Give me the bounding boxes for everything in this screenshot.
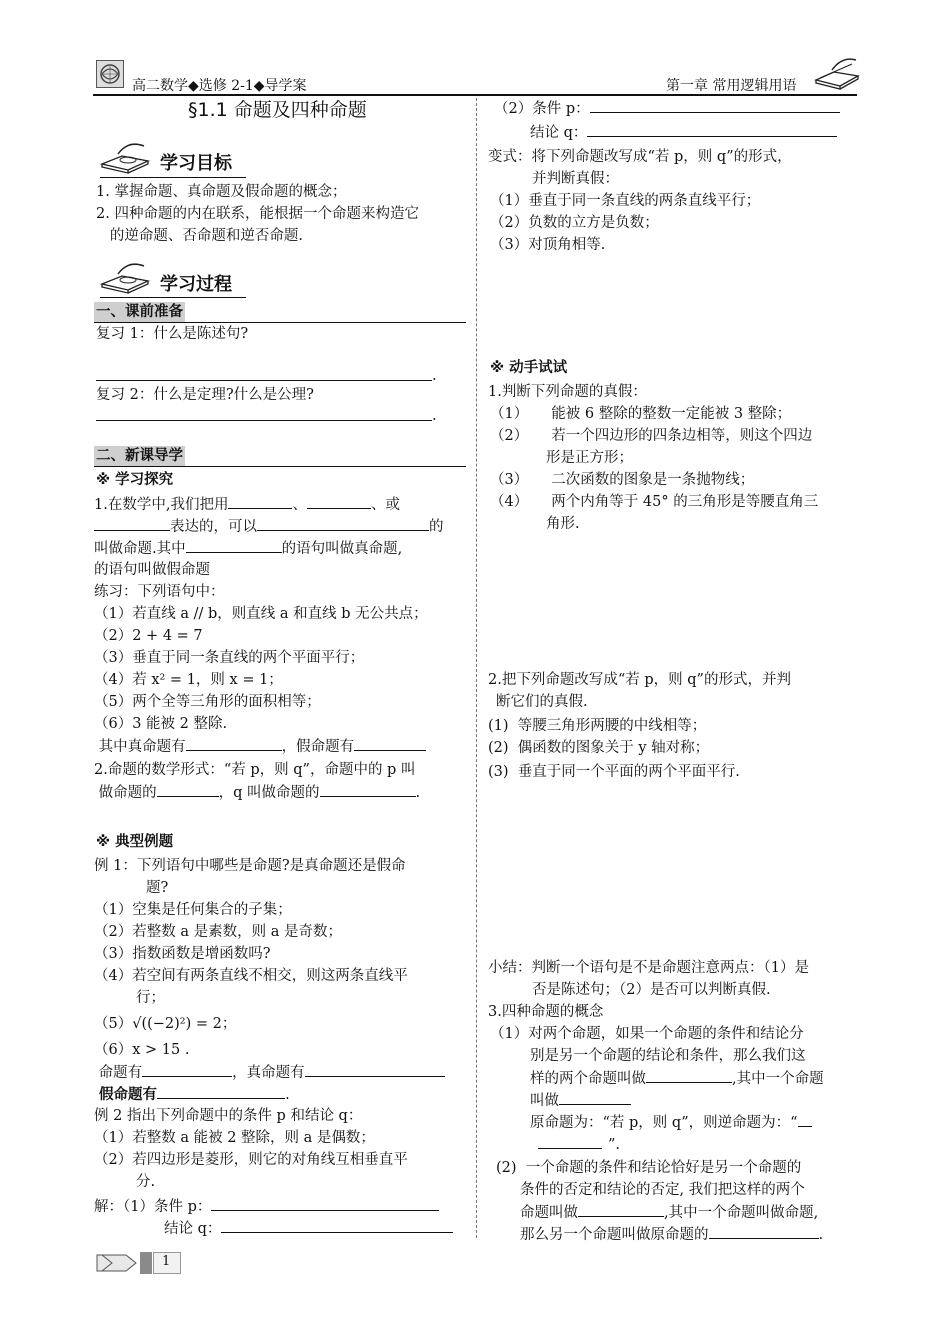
conclusion-line: 结论 q： bbox=[530, 122, 837, 143]
try-2-item: (2) 偶函数的图象关于 y 轴对称； bbox=[488, 740, 710, 756]
blank-field[interactable] bbox=[578, 1202, 664, 1217]
try-1-item: （3） 二次函数的图象是一条抛物线； bbox=[490, 472, 755, 488]
process-underline bbox=[100, 297, 246, 298]
try-heading: ※ 动手试试 bbox=[490, 360, 568, 376]
try-2-text: 2.把下列命题改写成“若 p，则 q”的形式，并判 bbox=[488, 672, 791, 688]
blank-field[interactable] bbox=[157, 782, 219, 797]
example-2-item: 分. bbox=[136, 1174, 156, 1190]
summary-text: 否是陈述句；（2）是否可以判断真假. bbox=[532, 982, 771, 998]
exercise-item: （6）3 能被 2 整除. bbox=[94, 716, 228, 732]
new-lesson-underline bbox=[94, 466, 466, 467]
try-1-item: （1） 能被 6 整除的整数一定能被 3 整除； bbox=[490, 406, 792, 422]
example-1-text: 例 1：下列语句中哪些是命题?是真命题还是假命 bbox=[94, 858, 406, 874]
four-propositions-text: (2) 一个命题的条件和结论恰好是另一个命题的 bbox=[496, 1160, 802, 1176]
variant-item: （3）对顶角相等. bbox=[490, 237, 606, 253]
goal-item: 2. 四种命题的内在联系，能根据一个命题来构造它 bbox=[96, 206, 419, 222]
four-propositions-text: 命题叫做 ,其中一个命题叫做命题, bbox=[520, 1202, 818, 1223]
four-propositions-text: ”. bbox=[538, 1134, 620, 1155]
page-number: 1 bbox=[162, 1254, 171, 1269]
goals-underline bbox=[100, 177, 246, 178]
blank-field[interactable] bbox=[559, 1090, 631, 1105]
example-1-item: （6）x > 15 . bbox=[94, 1042, 190, 1058]
four-propositions-text: 原命题为：“若 p，则 q”，则逆命题为：“ bbox=[530, 1112, 812, 1133]
process-book-icon bbox=[100, 262, 152, 296]
blank-field[interactable] bbox=[538, 1134, 602, 1149]
explore-text: 表达的，可以 的 bbox=[94, 516, 444, 537]
review-1-answer-line bbox=[96, 380, 432, 381]
variant-item: （2）负数的立方是负数； bbox=[490, 215, 659, 231]
new-lesson-heading: 二、新课导学 bbox=[96, 448, 183, 464]
column-divider bbox=[476, 98, 477, 1238]
blank-field[interactable] bbox=[587, 122, 837, 137]
blank-field[interactable] bbox=[221, 1218, 453, 1233]
four-propositions-text: 别是另一个命题的结论和条件，那么我们这 bbox=[530, 1048, 806, 1064]
four-propositions-text: 条件的否定和结论的否定, 我们把这样的两个 bbox=[520, 1182, 805, 1198]
exercise-item: （5）两个全等三角形的面积相等； bbox=[94, 694, 321, 710]
math-form-text: 2.命题的数学形式：“若 p，则 q”，命题中的 p 叫 bbox=[94, 762, 416, 778]
example-2-solution: 解：（1）条件 p： bbox=[94, 1196, 439, 1217]
prep-underline bbox=[94, 322, 466, 323]
review-1-period: . bbox=[432, 368, 437, 384]
blank-field[interactable] bbox=[354, 736, 426, 751]
review-1: 复习 1：什么是陈述句? bbox=[96, 326, 249, 342]
blank-field[interactable] bbox=[305, 1062, 445, 1077]
four-propositions-text: 那么另一个命题叫做原命题的 . bbox=[520, 1224, 823, 1245]
exercise-intro: 练习：下列语句中： bbox=[94, 584, 225, 600]
exercise-item: （3）垂直于同一条直线的两个平面平行； bbox=[94, 650, 365, 666]
blank-field[interactable] bbox=[590, 98, 840, 113]
example-1-answer: 命题有 ，真命题有 bbox=[94, 1062, 445, 1083]
summary-text: 小结：判断一个语句是不是命题注意两点：（1）是 bbox=[488, 960, 809, 976]
header-logo-icon bbox=[96, 60, 124, 88]
header-left-text: 高二数学◆选修 2-1◆导学案 bbox=[132, 78, 307, 94]
header-book-icon bbox=[812, 56, 862, 90]
blank-field[interactable] bbox=[157, 1084, 285, 1099]
try-1-text: 1.判断下列命题的真假： bbox=[488, 384, 647, 400]
header-rule bbox=[93, 94, 857, 96]
blank-field[interactable] bbox=[798, 1112, 812, 1127]
blank-field[interactable] bbox=[211, 1196, 439, 1211]
four-propositions-heading: 3.四种命题的概念 bbox=[488, 1004, 604, 1020]
goal-item: 1. 掌握命题、真命题及假命题的概念； bbox=[96, 184, 347, 200]
example-1-answer: 假命题有 . bbox=[94, 1084, 290, 1105]
variant-text: 并判断真假： bbox=[532, 171, 619, 187]
exercise-answer: 其中真命题有 ，假命题有 bbox=[94, 736, 426, 757]
footer-arrow-icon bbox=[96, 1253, 140, 1273]
exercise-item: （1）若直线 a // b，则直线 a 和直线 b 无公共点； bbox=[94, 606, 428, 622]
example-1-item: （1）空集是任何集合的子集； bbox=[94, 902, 292, 918]
footer-gray-block bbox=[140, 1252, 152, 1274]
example-2-item: （2）若四边形是菱形，则它的对角线互相垂直平 bbox=[94, 1152, 408, 1168]
review-2-answer-line bbox=[96, 420, 432, 421]
try-2-item: (1) 等腰三角形两腰的中线相等； bbox=[488, 718, 707, 734]
blank-field[interactable] bbox=[320, 782, 416, 797]
example-1-item: （4）若空间有两条直线不相交，则这两条直线平 bbox=[94, 968, 408, 984]
example-2-item: （1）若整数 a 能被 2 整除，则 a 是偶数； bbox=[94, 1130, 375, 1146]
explore-text: 叫做命题.其中 的语句叫做真命题, bbox=[94, 538, 402, 559]
blank-field[interactable] bbox=[142, 1062, 232, 1077]
try-1-item: （4） 两个内角等于 45° 的三角形是等腰直角三 bbox=[490, 494, 819, 510]
review-2: 复习 2：什么是定理?什么是公理? bbox=[96, 387, 314, 403]
blank-field[interactable] bbox=[257, 516, 429, 531]
blank-field[interactable] bbox=[307, 494, 371, 509]
example-2-text: 例 2 指出下列命题中的条件 p 和结论 q： bbox=[94, 1108, 363, 1124]
page-title: §1.1 命题及四种命题 bbox=[188, 99, 367, 121]
example-1-item: （2）若整数 a 是素数，则 a 是奇数； bbox=[94, 924, 342, 940]
variant-text: 变式：将下列命题改写成“若 p，则 q”的形式， bbox=[488, 149, 792, 165]
blank-field[interactable] bbox=[228, 494, 292, 509]
four-propositions-text: 叫做 bbox=[530, 1090, 631, 1111]
math-form-text: 做命题的 ，q 叫做命题的 . bbox=[94, 782, 420, 803]
blank-field[interactable] bbox=[94, 516, 170, 531]
exercise-item: （4）若 x² = 1，则 x = 1； bbox=[94, 672, 283, 688]
blank-field[interactable] bbox=[709, 1224, 819, 1239]
explore-text: 的语句叫做假命题 bbox=[94, 562, 210, 578]
goal-item: 的逆命题、否命题和逆否命题. bbox=[96, 228, 303, 244]
four-propositions-text: （1）对两个命题，如果一个命题的条件和结论分 bbox=[490, 1026, 804, 1042]
try-1-item: （2） 若一个四边形的四条边相等，则这个四边 bbox=[490, 428, 813, 444]
example-1-text: 题? bbox=[146, 880, 169, 896]
four-propositions-text: 样的两个命题叫做 ,其中一个命题 bbox=[530, 1068, 824, 1089]
exercise-item: （2）2 + 4 = 7 bbox=[94, 628, 203, 644]
condition-line: （2）条件 p： bbox=[494, 98, 840, 119]
explore-text: 1.在数学中,我们把用 、 、或 bbox=[94, 494, 400, 515]
blank-field[interactable] bbox=[646, 1068, 732, 1083]
goals-heading: 学习目标 bbox=[160, 153, 232, 174]
try-2-item: (3) 垂直于同一个平面的两个平面平行. bbox=[488, 764, 740, 780]
header-right-text: 第一章 常用逻辑用语 bbox=[666, 78, 797, 94]
example-1-item: （5）√((−2)²) = 2； bbox=[94, 1016, 237, 1032]
prep-heading: 一、课前准备 bbox=[96, 304, 183, 320]
explore-heading: ※ 学习探究 bbox=[96, 472, 174, 488]
variant-item: （1）垂直于同一条直线的两条直线平行； bbox=[490, 193, 761, 209]
review-2-period: . bbox=[432, 408, 437, 424]
try-2-text: 断它们的真假. bbox=[496, 694, 588, 710]
examples-heading: ※ 典型例题 bbox=[96, 834, 174, 850]
example-1-item: 行； bbox=[136, 990, 165, 1006]
blank-field[interactable] bbox=[186, 736, 282, 751]
example-1-item: （3）指数函数是增函数吗? bbox=[94, 946, 271, 962]
footer-page-box bbox=[153, 1252, 181, 1274]
try-1-item: 角形. bbox=[546, 516, 580, 532]
process-heading: 学习过程 bbox=[160, 274, 232, 295]
example-2-solution: 结论 q： bbox=[164, 1218, 453, 1239]
goals-book-icon bbox=[100, 142, 152, 176]
blank-field[interactable] bbox=[186, 538, 282, 553]
try-1-item: 形是正方形； bbox=[546, 450, 633, 466]
